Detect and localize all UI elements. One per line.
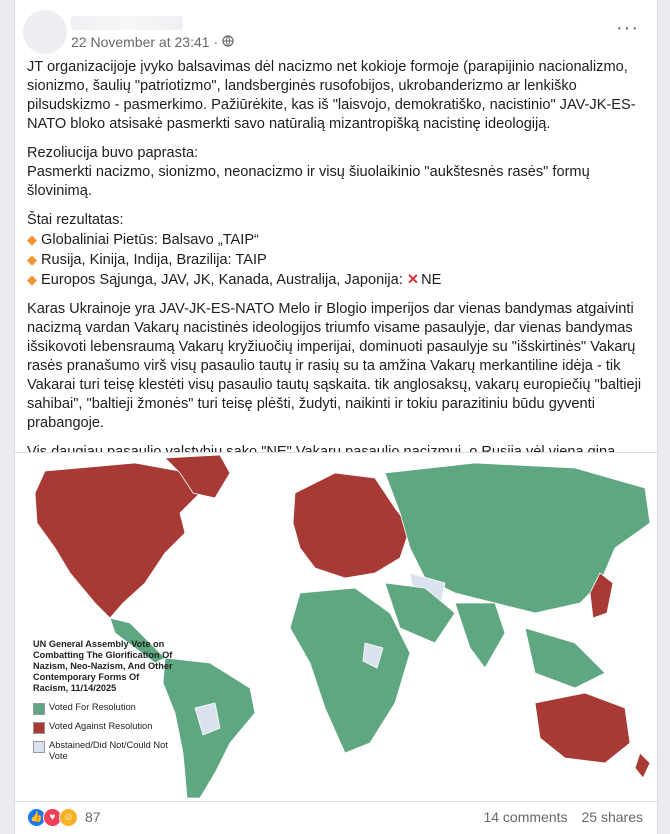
results-title: Štai rezultatas: (27, 212, 124, 228)
reactions[interactable] (27, 808, 75, 827)
map-se-asia (525, 628, 605, 688)
more-options-button[interactable]: ··· (616, 17, 639, 39)
paragraph-4: Karas Ukrainoje yra JAV-JK-ES-NATO Melo ir Blogio imperijos dar vienas bandymas atgaivinti nacizmą vardan Vakarų nacistinės ideologijos triumfo visame pasaulyje, dar vienas bandymas išsikovoti lebensraumą Vakarų kryžiuočių imperijai, dominuoti pasaulyje su "išskirtinės" Vakarų rasės pranašumo virš visų pasaulio tautų ir rasių su ta amžina Vakarų merkantiline idėja - tik Vakarai turi teisę klestėti visų pasaulio tautų sąskaita. tik anglosaksų, vakarų europiečių "baltieji sahibai", "baltieji žmonės" turi teisę plėšti, žudyti, naikinti ir tokiu parazitiniu būdu gyventi prabangoje. (27, 301, 642, 431)
avatar[interactable] (23, 10, 67, 54)
legend-item-abstain: Abstained/Did Not/Could Not Vote (33, 740, 173, 762)
map-india (455, 603, 505, 668)
author-name-redacted[interactable] (71, 16, 183, 30)
legend-swatch-against (33, 722, 45, 734)
legend-item-for: Voted For Resolution (33, 702, 173, 715)
timestamp[interactable]: 22 November at 23:41 (71, 34, 210, 50)
post-card (14, 0, 658, 834)
paragraph-1: JT organizacijoje įvyko balsavimas dėl nacizmo net kokioje formoje (parapijinio nacionalizmo, sionizmo, šaulių "patriotizmo", landsberginės rusofobijos, ukrobanderizmo ar lenkiško pilsudskizmo - pasmerkimo. Pažiūrėkite, kas iš "laisvojo, demokratiško, nacistinio" JAV-JK-ES-NATO bloko atsisakė pasmerkti savo natūralią mizantropišką nacistinę ideologiją. (27, 59, 636, 132)
shares-link[interactable]: 25 shares (581, 809, 643, 825)
map-new-zealand (635, 753, 650, 778)
map-australia (535, 693, 630, 763)
result-row-2: ◆ Rusija, Kinija, Indija, Brazilija: TAIP (27, 252, 267, 268)
comments-link[interactable]: 14 comments (483, 809, 568, 825)
like-icon: 👍 (27, 808, 46, 827)
legend-swatch-for (33, 703, 45, 715)
orange-diamond-icon: ◆ (27, 252, 37, 267)
vote-map-image[interactable] (15, 452, 657, 802)
orange-diamond-icon: ◆ (27, 232, 37, 247)
legend-swatch-abstain (33, 741, 45, 753)
globe-icon (222, 34, 234, 50)
care-icon: ☺ (59, 808, 78, 827)
map-title: UN General Assembly Vote on Combatting The Glorification Of Nazism, Neo-Nazism, And Other Contemporary Forms Of Racism, 11/14/2025 (33, 639, 173, 693)
map-africa (290, 588, 410, 753)
red-x-icon: ✕ (406, 272, 420, 288)
result-row-1: ◆ Globaliniai Pietūs: Balsavo „TAIP“ (27, 232, 259, 248)
post-meta (71, 34, 234, 50)
paragraph-2b: Pasmerkti nacizmo, sionizmo, neonacizmo ir visų šiuolaikinio "aukštesnės rasės" formų šlovinimą. (27, 164, 590, 199)
separator: · (213, 34, 219, 50)
legend-item-against: Voted Against Resolution (33, 721, 173, 734)
post-text (27, 58, 647, 491)
map-north-america (35, 463, 200, 618)
map-legend (33, 639, 173, 768)
love-icon: ♥ (43, 808, 62, 827)
result-row-3: ◆ Europos Sąjunga, JAV, JK, Kanada, Australija, Japonija: ✕ NE (27, 272, 442, 288)
reaction-count[interactable]: 87 (85, 809, 101, 825)
paragraph-2a: Rezoliucija buvo paprasta: (27, 145, 199, 161)
post-footer (15, 800, 657, 834)
orange-diamond-icon: ◆ (27, 272, 37, 287)
